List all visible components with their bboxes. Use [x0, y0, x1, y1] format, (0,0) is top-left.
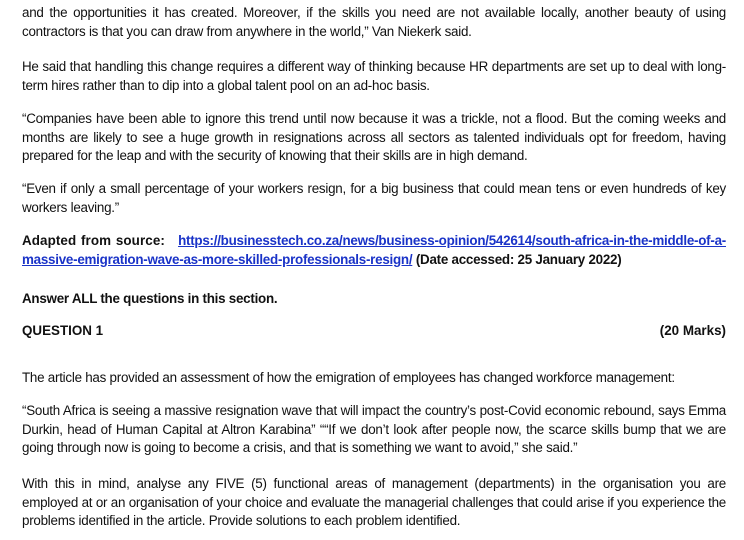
paragraph-key-workers: “Even if only a small percentage of your workers resign, for a big business that could mean tens or even hundreds of key workers leaving.”: [22, 181, 726, 215]
question-intro: The article has provided an assessment of how the emigration of employees has changed workforce management:: [22, 370, 675, 385]
question-marks: (20 Marks): [659, 323, 726, 338]
source-link[interactable]: https://businesstech.co.za/news/business-opinion/542614/south-africa-in-the-middle-of-a-massive-emigration-wave-as-more-skilled-professionals-resign/: [22, 233, 726, 267]
question-task: With this in mind, analyse any FIVE (5) functional areas of management (departments) in the organisation you are employed at or an organisation of your choice and evaluate the managerial challenges that could arise if you experience the problems identified in the article. Provide solutions to each problem identified.: [22, 476, 726, 528]
question-title: QUESTION 1: [22, 323, 104, 338]
paragraph-hr-thinking: He said that handling this change requires a different way of thinking because HR departments are set up to deal with long-term hires rather than to dip into a global talent pool on an ad-hoc basis.: [22, 59, 726, 93]
question-header: [22, 323, 726, 338]
source-label: Adapted from source:: [22, 233, 165, 248]
source-citation: [22, 232, 726, 269]
paragraph-contractors: and the opportunities it has created. Moreover, if the skills you need are not available locally, another beauty of using contractors is that you can draw from anywhere in the world,” Van Niekerk said.: [22, 5, 726, 39]
date-accessed: (Date accessed: 25 January 2022): [415, 251, 622, 267]
section-instruction: Answer ALL the questions in this section.: [22, 291, 278, 306]
paragraph-resignation-trend: “Companies have been able to ignore this trend until now because it was a trickle, not a flood. But the coming weeks and months are likely to see a huge growth in resignations across all sectors as talented individuals opt for freedom, having prepared for the leap and with the security of knowing that their skills are in high demand.: [22, 111, 726, 163]
question-quote: “South Africa is seeing a massive resignation wave that will impact the country’s post-Covid economic rebound, says Emma Durkin, head of Human Capital at Altron Karabina” ““If we don’t look after people now, the scarce skills bump that we are going through now is going to become a crisis, and that is something we want to avoid,” she said.”: [22, 403, 726, 455]
